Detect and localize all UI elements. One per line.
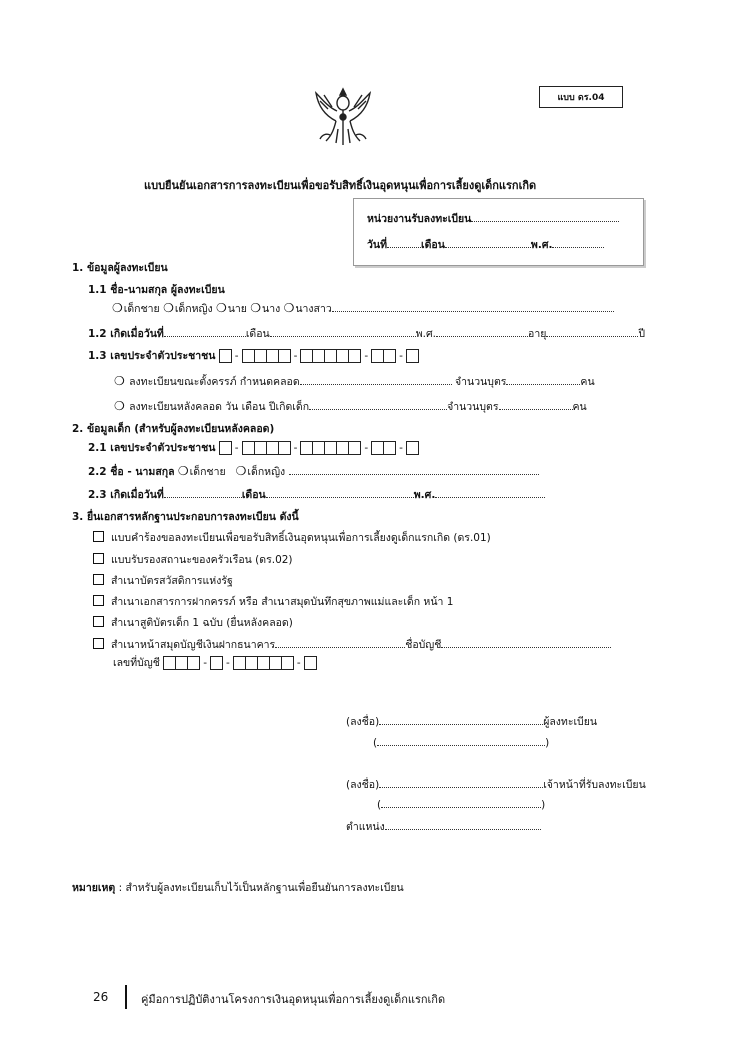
month-label: เดือน xyxy=(241,489,266,501)
doc-label: สำเนาบัตรสวัสดิการแห่งรัฐ xyxy=(111,575,233,587)
doc-checkbox[interactable] xyxy=(93,638,104,649)
doc-item xyxy=(93,572,233,589)
radio-mrs[interactable]: ❍ xyxy=(250,301,262,315)
section3-heading: 3. ยื่นเอกสารหลักฐานประกอบการลงทะเบียน ดังนี้ xyxy=(72,511,299,523)
doc-label: สำเนาเอกสารการฝากครรภ์ หรือ สำเนาสมุดบันทึกสุขภาพแม่และเด็ก หน้า 1 xyxy=(111,596,454,608)
child-birth-day-field[interactable] xyxy=(164,487,242,498)
radio-miss[interactable]: ❍ xyxy=(283,301,295,315)
registrant-printed-field[interactable] xyxy=(377,735,545,746)
reg-unit-field[interactable] xyxy=(471,211,619,222)
radio-mr[interactable]: ❍ xyxy=(215,301,227,315)
note-label: หมายเหตุ xyxy=(72,882,116,894)
prefix-label: เด็กหญิง xyxy=(174,303,213,315)
page-number: 26 xyxy=(93,990,109,1004)
doc-item xyxy=(93,636,611,653)
s13-label: 1.3 เลขประจำตัวประชาชน xyxy=(88,350,216,362)
sign-label: (ลงชื่อ) xyxy=(346,779,380,791)
doc-label: แบบรับรองสถานะของครัวเรือน (ดร.02) xyxy=(111,554,293,566)
child-dob-field[interactable] xyxy=(309,399,447,410)
radio-girl[interactable]: ❍ xyxy=(163,301,174,315)
officer-sign-row xyxy=(346,776,646,793)
year-label: พ.ศ. xyxy=(415,328,437,340)
num-children-field[interactable] xyxy=(506,374,580,385)
note-text: : สำหรับผู้ลงทะเบียนเก็บไว้เป็นหลักฐานเพื่อยืนยันการลงทะเบียน xyxy=(115,882,404,894)
doc-item xyxy=(93,551,293,568)
year-label: พ.ศ. xyxy=(413,489,436,501)
s23-row xyxy=(88,486,545,503)
doc-label: สำเนาสูติบัตรเด็ก 1 ฉบับ (ยื่นหลังคลอด) xyxy=(111,617,293,629)
officer-label: เจ้าหน้าที่รับลงทะเบียน xyxy=(543,779,646,791)
section1-heading: 1. ข้อมูลผู้ลงทะเบียน xyxy=(72,262,168,274)
child-birth-year-field[interactable] xyxy=(435,487,545,498)
opt-born-row xyxy=(114,398,587,415)
registrant-sign-field[interactable] xyxy=(379,714,543,725)
doc-label: แบบคำร้องขอลงทะเบียนเพื่อขอรับสิทธิ์เงินอุดหนุนเพื่อการเลี้ยงดูเด็กแรกเกิด (ดร.01) xyxy=(111,532,491,544)
opt-pregnant-row xyxy=(114,373,595,390)
prefix-label: นางสาว xyxy=(295,303,332,315)
officer-sign-field[interactable] xyxy=(379,777,543,788)
reg-year-label: พ.ศ. xyxy=(530,239,553,251)
bank-name-field[interactable] xyxy=(275,637,405,648)
radio-child-girl[interactable]: ❍ xyxy=(235,464,247,478)
birth-month-field[interactable] xyxy=(270,326,416,337)
num-children-field-2[interactable] xyxy=(499,399,573,410)
month-label: เดือน xyxy=(245,328,270,340)
sign-label: (ลงชื่อ) xyxy=(346,716,380,728)
registrant-label: ผู้ลงทะเบียน xyxy=(543,716,598,728)
id-group-3[interactable] xyxy=(300,349,361,363)
child-id-group-1[interactable] xyxy=(219,441,232,455)
s22-label: 2.2 ชื่อ - นามสกุล xyxy=(88,466,175,478)
num-children-label: จำนวนบุตร xyxy=(447,401,499,413)
reg-day-label: วันที่ xyxy=(367,239,387,251)
s21-row: 2.1 เลขประจำตัวประชาชน - - - - xyxy=(88,439,419,456)
prefix-label: นาย xyxy=(227,303,247,315)
radio-child-boy[interactable]: ❍ xyxy=(177,464,189,478)
s13-row: 1.3 เลขประจำตัวประชาชน - - - - xyxy=(88,347,419,364)
account-name-field[interactable] xyxy=(441,637,611,648)
form-code-box xyxy=(539,86,623,108)
form-title: แบบยืนยันเอกสารการลงทะเบียนเพื่อขอรับสิทธิ์เงินอุดหนุนเพื่อการเลี้ยงดูเด็กแรกเกิด xyxy=(144,179,537,192)
age-unit: ปี xyxy=(638,328,646,340)
doc-item xyxy=(93,614,293,631)
s23-label: 2.3 เกิดเมื่อวันที่ xyxy=(88,489,164,501)
acct-group-1[interactable] xyxy=(163,656,200,670)
reg-year-field[interactable] xyxy=(552,237,604,248)
doc-checkbox[interactable] xyxy=(93,616,104,627)
prefix-row xyxy=(112,300,614,317)
prefix-label: เด็กชาย xyxy=(123,303,160,315)
s21-label: 2.1 เลขประจำตัวประชาชน xyxy=(88,442,216,454)
child-prefix-label: เด็กหญิง xyxy=(247,466,286,478)
garuda-emblem xyxy=(312,83,374,149)
account-number-row: เลขที่บัญชี - - - xyxy=(113,654,317,671)
age-field[interactable] xyxy=(546,326,638,337)
reg-month-field[interactable] xyxy=(445,237,531,248)
position-label: ตำแหน่ง xyxy=(346,821,385,833)
reg-month-label: เดือน xyxy=(421,239,445,251)
birth-year-field[interactable] xyxy=(436,326,528,337)
person-unit: คน xyxy=(580,376,595,388)
footer-text: คู่มือการปฏิบัติงานโครงการเงินอุดหนุนเพื่อการเลี้ยงดูเด็กแรกเกิด xyxy=(141,993,446,1006)
id-group-1[interactable] xyxy=(219,349,232,363)
opt-born-label: ลงทะเบียนหลังคลอด วัน เดือน ปีเกิดเด็ก xyxy=(129,401,310,413)
radio-pregnant[interactable]: ❍ xyxy=(114,374,125,388)
s22-row xyxy=(88,463,539,480)
account-number-label: เลขที่บัญชี xyxy=(113,657,160,669)
account-name-label: ชื่อบัญชี xyxy=(405,639,442,651)
id-group-4[interactable] xyxy=(371,349,396,363)
doc-checkbox[interactable] xyxy=(93,553,104,564)
child-birth-month-field[interactable] xyxy=(266,487,414,498)
age-label: อายุ xyxy=(528,328,547,340)
child-id-group-3[interactable] xyxy=(300,441,361,455)
s12-label: 1.2 เกิดเมื่อวันที่ xyxy=(88,328,164,340)
registration-box xyxy=(353,198,644,266)
due-date-field[interactable] xyxy=(300,374,452,385)
registrant-printed-name: ( ) xyxy=(373,737,550,749)
doc-item xyxy=(93,593,453,610)
officer-printed-field[interactable] xyxy=(381,797,541,808)
acct-group-2[interactable] xyxy=(210,656,223,670)
s11-label: 1.1 ชื่อ-นามสกุล ผู้ลงทะเบียน xyxy=(88,284,225,296)
footer-divider xyxy=(125,985,127,1009)
child-id-group-5[interactable] xyxy=(406,441,419,455)
acct-group-3[interactable] xyxy=(233,656,294,670)
doc-item xyxy=(93,529,491,546)
form-code: แบบ ดร.04 xyxy=(557,93,605,103)
position-row xyxy=(346,818,541,835)
radio-born[interactable]: ❍ xyxy=(114,399,125,413)
doc-checkbox[interactable] xyxy=(93,595,104,606)
radio-boy[interactable]: ❍ xyxy=(112,301,123,315)
prefix-label: นาง xyxy=(262,303,281,315)
registrant-name-field[interactable] xyxy=(332,301,614,312)
reg-unit-label: หน่วยงานรับลงทะเบียน xyxy=(367,213,472,225)
acct-group-4[interactable] xyxy=(304,656,317,670)
position-field[interactable] xyxy=(385,819,541,830)
doc-label: สำเนาหน้าสมุดบัญชีเงินฝากธนาคาร xyxy=(111,639,276,651)
child-name-field[interactable] xyxy=(289,464,539,475)
person-unit: คน xyxy=(572,401,587,413)
note xyxy=(72,879,404,896)
registrant-sign-row xyxy=(346,713,597,730)
id-group-5[interactable] xyxy=(406,349,419,363)
doc-checkbox[interactable] xyxy=(93,574,104,585)
doc-checkbox[interactable] xyxy=(93,531,104,542)
id-group-2[interactable] xyxy=(242,349,291,363)
child-prefix-label: เด็กชาย xyxy=(189,466,226,478)
reg-day-field[interactable] xyxy=(387,237,421,248)
num-children-label: จำนวนบุตร xyxy=(454,376,507,388)
s12-row xyxy=(88,325,645,342)
section2-heading: 2. ข้อมูลเด็ก (สำหรับผู้ลงทะเบียนหลังคลอด) xyxy=(72,423,275,435)
child-id-group-4[interactable] xyxy=(371,441,396,455)
opt-pregnant-label: ลงทะเบียนขณะตั้งครรภ์ กำหนดคลอด xyxy=(129,376,300,388)
child-id-group-2[interactable] xyxy=(242,441,291,455)
birth-day-field[interactable] xyxy=(164,326,246,337)
officer-printed-name: ( ) xyxy=(377,799,546,811)
